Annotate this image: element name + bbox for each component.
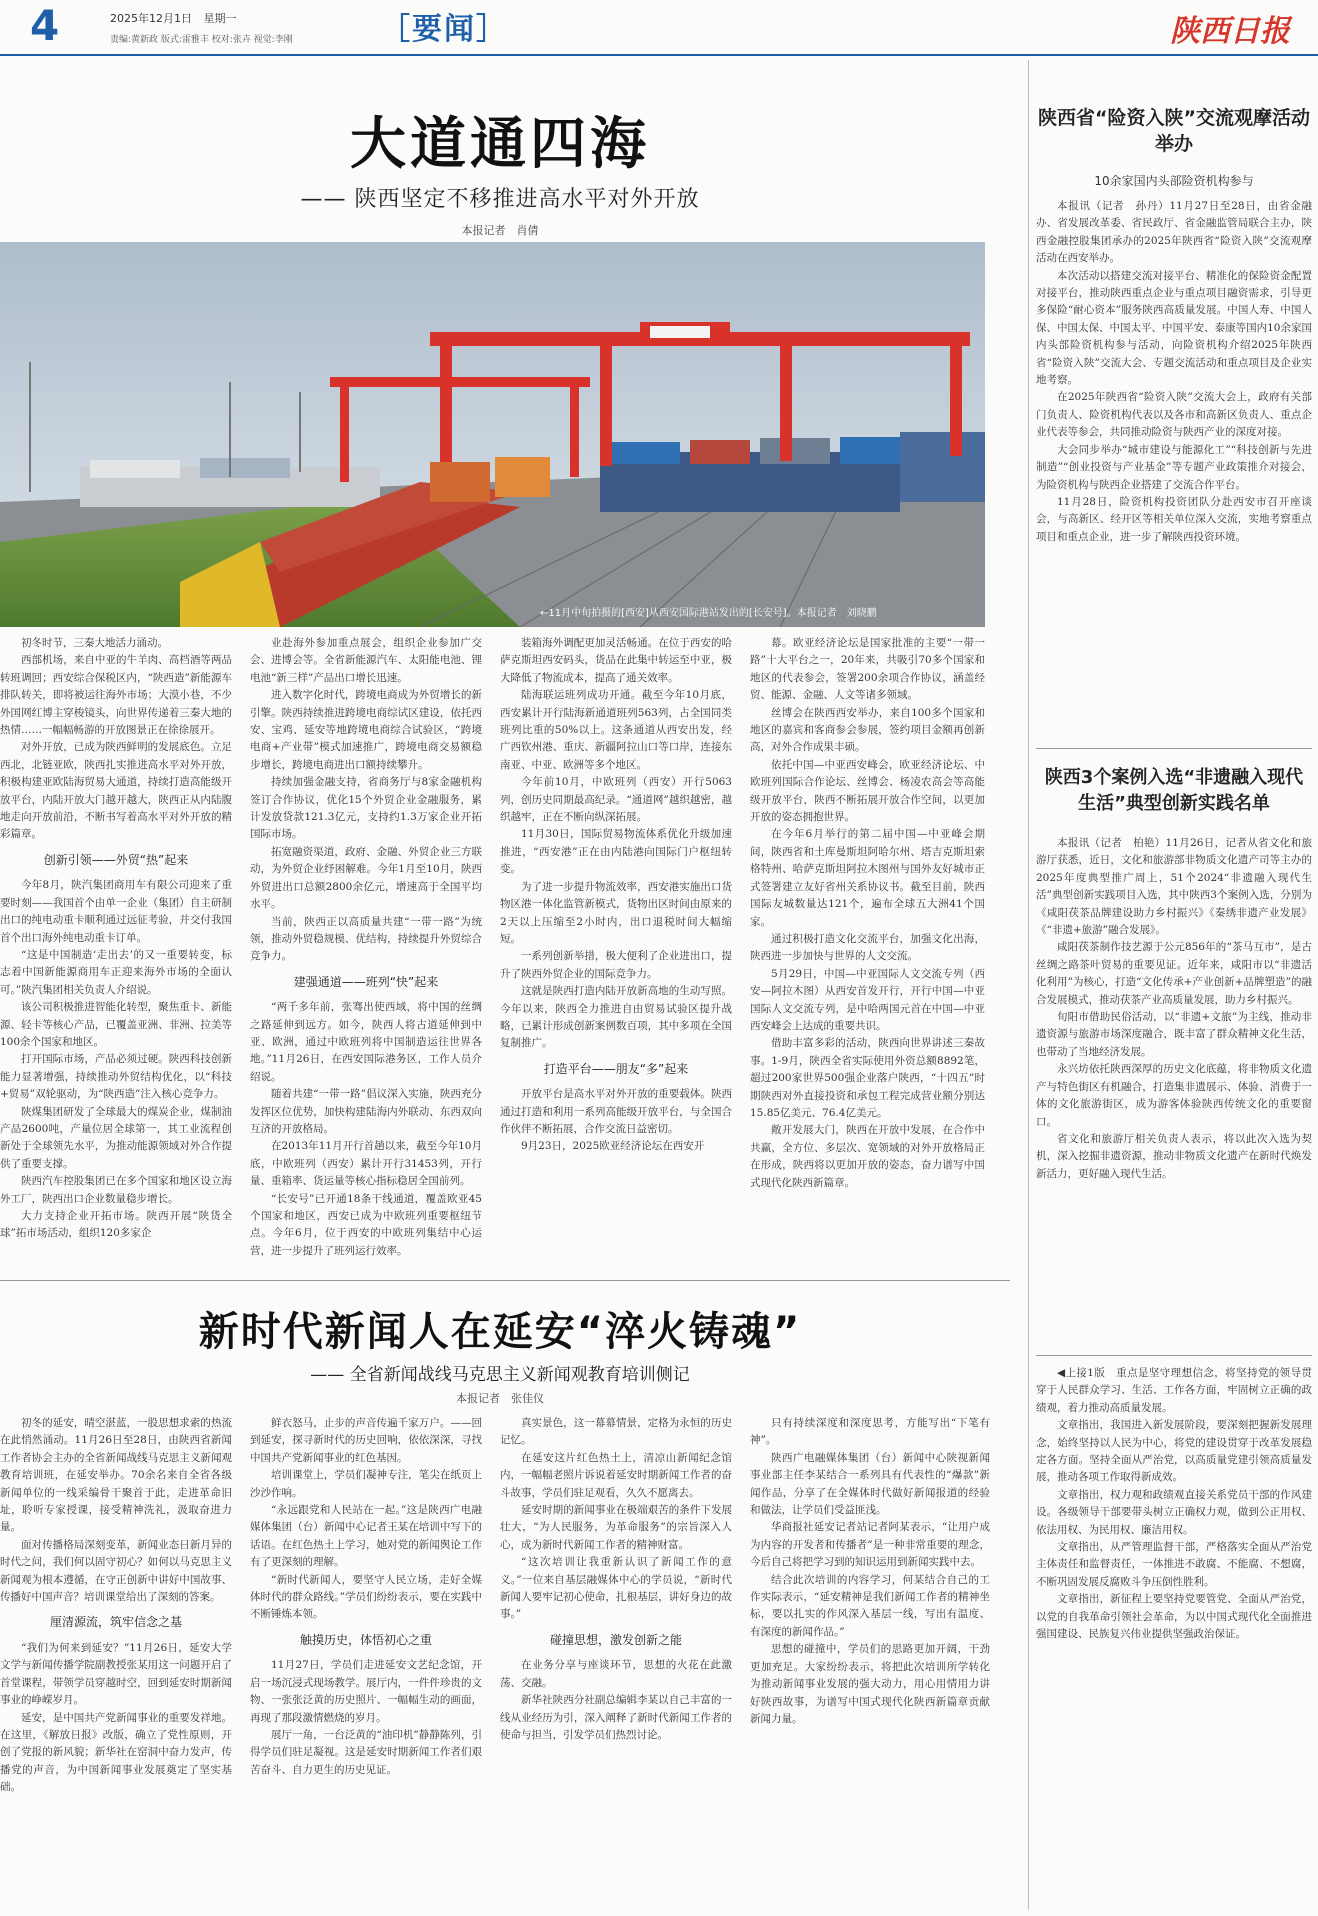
section-subhead: 创新引领——外贸“热”起来: [43, 852, 189, 867]
article-title: 新时代新闻人在延安“淬火铸魂”: [198, 1309, 802, 1355]
paragraph: 今年前10月，中欧班列（西安）开行5063列，创历史同期最高纪录。“通道网”越织越密，越织越牢，正在不断向纵深拓展。: [500, 776, 732, 824]
paragraph: 装箱海外调配更加灵活畅通。在位于西安的哈萨克斯坦西安码头，货品在此集中转运至中亚，极大降低了物流成本，提高了通关效率。: [500, 637, 732, 684]
article-title: 大道通四海: [350, 112, 650, 177]
paragraph: 通过积极打造文化交流平台，加强文化出海，陕西进一步加快与世界的人文交流。: [750, 932, 985, 963]
paragraph: 省文化和旅游厅相关负责人表示，将以此次入选为契机，深入挖掘非遗资源，推动非物质文化遗产在新时代焕发新活力，更好融入现代生活。: [1036, 1132, 1312, 1180]
paragraph: 文章指出，权力观和政绩观直接关系党员干部的作风建设。各级领导干部要带头树立正确权力观，做到公正用权、依法用权、为民用权、廉洁用权。: [1036, 1488, 1312, 1536]
paragraph: 在2013年11月开行首趟以来，截至今年10月底，中欧班列（西安）累计开行31453列，开行量、重箱率、货运量等核心指标稳居全国前列。: [250, 1140, 482, 1188]
paragraph: 依托中国—中亚西安峰会，欧亚经济论坛、中欧班列国际合作论坛、丝博会、杨凌农高会等高能级开放平台，陕西不断拓展开放合作空间，以更加开放的姿态拥抱世界。: [750, 758, 985, 824]
paragraph: 当前，陕西正以高质量共建“一带一路”为统领，推动外贸稳规模、优结构，持续提升外贸综合竞争力。: [250, 915, 482, 963]
paragraph: 陕西广电融媒体集团（台）新闻中心陕视新闻事业部主任李某结合一系列具有代表性的“爆款”新闻作品，分享了在全媒体时代做好新闻报道的经验和做法，让学员们受益匪浅。: [750, 1451, 990, 1517]
paragraph: 为了进一步提升物流效率，西安港实施出口货物区港一体化监管新模式，货物出区时间由原来的2天以上压缩至2小时内，出口退税时间大幅缩短。: [500, 880, 732, 945]
main-col-3: [500, 635, 732, 1275]
paragraph: 对外开放，已成为陕西鲜明的发展底色。立足西北，北链亚欧，陕西扎实推进高水平对外开放，积极构建亚欧陆海贸易大通道，持续打造高能级开放平台，内陆开放大门越开越大，陕西正从内陆腹地走向开放前沿，不断书写着高水平对外开放的精彩篇章。: [0, 741, 232, 841]
editors-credit: 责编:黄新政 版式:雷雅丰 校对:张卉 视觉:李刚: [110, 35, 293, 45]
sidebar-article-title: 陕西3个案例入选“非遗融入现代生活”典型创新实践名单: [1044, 767, 1304, 814]
issue-date-line: [110, 10, 237, 26]
paragraph: 该公司积极推进智能化转型，聚焦重卡、新能源、轻卡等核心产品，已覆盖亚洲、非洲、拉美等100余个国家和地区。: [0, 1001, 232, 1048]
paragraph: 新华社陕西分社副总编辑李某以自己丰富的一线从业经历为引，深入阐释了新时代新闻工作者的使命与担当，引发学员们热烈讨论。: [500, 1694, 732, 1741]
paragraph: 思想的碰撞中，学员们的思路更加开阔，干劲更加充足。大家纷纷表示，将把此次培训所学转化为推动新闻事业发展的强大动力，用心用情用力讲好陕西故事，为谱写中国式现代化陕西新篇章贡献新闻力量。: [750, 1643, 990, 1725]
sidebar-continued-article: [1036, 1365, 1312, 1905]
paragraph: 拓宽融资渠道，政府、金融、外贸企业三方联动，为外贸企业纾困解难。今年1月至10月，陕西外贸进出口总额2800余亿元，增速高于全国平均水平。: [250, 845, 482, 911]
news-photo: [0, 242, 985, 627]
paragraph: 永兴坊依托陕西深厚的历史文化底蕴，将非物质文化遗产与特色街区有机融合，打造集非遗展示、体验、消费于一体的文化旅游街区，成为游客体验陕西传统文化的重要窗口。: [1036, 1063, 1312, 1128]
paragraph: 真实景色，这一幕幕情景，定格为永恒的历史记忆。: [500, 1417, 732, 1447]
paragraph: 展厅一角，一台泛黄的“油印机”静静陈列，引得学员们驻足凝视。这是延安时期新闻工作者们艰苦奋斗、自力更生的历史见证。: [250, 1728, 482, 1776]
paragraph: 敞开发展大门，陕西在开放中发展，在合作中共赢，全方位、多层次、宽领域的对外开放格局正在形成，陕西将以更加开放的姿态，奋力谱写中国式现代化陕西新篇章。: [750, 1124, 985, 1189]
sidebar: [1036, 60, 1312, 1910]
paragraph: 一系列创新举措，极大便利了企业进出口，提升了陕西外贸企业的国际竞争力。: [500, 950, 732, 980]
paragraph: 初冬时节，三秦大地活力涌动。: [21, 637, 168, 649]
article-subtitle: —— 陕西坚定不移推进高水平对外开放: [300, 187, 700, 212]
main-col-2: [250, 635, 482, 1275]
paragraph: 在业务分享与座谈环节，思想的火花在此激荡、交融。: [500, 1659, 732, 1689]
paragraph: 咸阳茯茶制作技艺源于公元856年的“茶马互市”，是古丝绸之路茶叶贸易的重要见证。近年来，咸阳市以“非遗活化利用”为核心，打造“文化传承+产业创新+品牌塑造”的融合发展模式，推动茯茶产业高质量发展，助力乡村振兴。: [1036, 941, 1312, 1006]
masthead-logo: 陕西日报: [1170, 14, 1290, 49]
paragraph: “这是中国制造‘走出去’的又一重要转变，标志着中国新能源商用车正迎来海外市场的全面认可。”陕汽集团相关负责人介绍说。: [0, 948, 232, 996]
page-header: [0, 0, 1318, 56]
paragraph: 打开国际市场，产品必须过硬。陕西科技创新能力显著增强，持续推动外贸结构优化，以“科技+贸易”双轮驱动，为“陕西造”注入核心竞争力。: [0, 1053, 232, 1101]
photo-caption: ←11月中旬拍摄的[西安]从西安国际港站发出的[长安号]。本报记者 刘晓鹏: [540, 608, 877, 619]
paragraph: 文章指出，新征程上要坚持党要管党、全面从严治党，以党的自我革命引领社会革命，为以中国式现代化全面推进强国建设、民族复兴伟业提供坚强政治保证。: [1036, 1593, 1312, 1641]
sidebar-article-title: 陕西省“险资入陕”交流观摩活动举办: [1038, 107, 1310, 155]
paragraph: 结合此次培训的内容学习，何某结合自己的工作实际表示，“延安精神是我们新闻工作者的精神坐标，要以扎实的作风深入基层一线，写出有温度、有深度的新闻作品。”: [750, 1573, 990, 1638]
paragraph: 丝博会在陕西西安举办，来自100多个国家和地区的嘉宾和客商参会参展，签约项目金额再创新高，对外合作成果丰硕。: [750, 706, 985, 754]
paragraph: 5月29日，中国—中亚国际人文交流专列（西安—阿拉木图）从西安首发开行，开行中国—中亚国际人文交流专列，是中哈两国元首在中国—中亚西安峰会上达成的重要共识。: [750, 967, 985, 1032]
main-col-1: [0, 635, 232, 1275]
paragraph: 在延安这片红色热土上，清凉山新闻纪念馆内，一幅幅老照片诉说着延安时期新闻工作者的奋斗故事，学员们驻足观看，久久不愿离去。: [500, 1451, 732, 1499]
paragraph: 11月27日，学员们走进延安文艺纪念馆，开启一场沉浸式现场教学。展厅内，一件件珍贵的文物、一张张泛黄的历史照片、一幅幅生动的画面，再现了那段激情燃烧的岁月。: [250, 1659, 482, 1724]
section-subhead: 打造平台——朋友“多”起来: [543, 1061, 689, 1076]
page-number: 4: [30, 1, 60, 50]
paragraph: “两千多年前，张骞出使西域，将中国的丝绸之路延伸到远方。如今，陕西人将古道延伸到中亚、欧洲，通过中欧班列将中国制造运往世界各地。”11月26日，在西安国际港务区，工作人员介绍说。: [250, 1001, 482, 1083]
sidebar-article-subtitle: 10余家国内头部险资机构参与: [1094, 174, 1254, 188]
article-byline: 本报记者 肖倩: [461, 224, 539, 237]
paragraph: 延安时期的新闻事业在极端艰苦的条件下发展壮大，“为人民服务，为革命服务”的宗旨深入人心，成为新时代新闻工作者的精神财富。: [500, 1504, 732, 1551]
paragraph: 这就是陕西打造内陆开放新高地的生动写照。今年以来，陕西全力推进自由贸易试验区提升战略，已累计形成创新案例数百项，其中多项在全国复制推广。: [500, 985, 732, 1050]
issue-date: 2025年12月1日: [110, 12, 192, 25]
main-col-4: [750, 635, 985, 1275]
paragraph: 持续加强金融支持，省商务厅与8家金融机构签订合作协议，优化15个外贸企业金融服务，累计发放贷款121.3亿元，支持约1.3万家企业开拓国际市场。: [250, 776, 482, 841]
sidebar-divider: [1036, 748, 1312, 749]
paragraph: 在今年6月举行的第二届中国—中亚峰会期间，陕西省和土库曼斯坦阿哈尔州、塔吉克斯坦索格特州、哈萨克斯坦阿拉木图州与国外友好城市正式签署建立友好省州关系协议书。截至目前，陕西国际友城数量达121个，遍布全球五大洲41个国家。: [750, 828, 985, 928]
paragraph: 本报讯（记者 柏艳）11月26日，记者从省文化和旅游厅获悉，近日，文化和旅游部非物质文化遗产司等主办的2025年度典型推广周上，51个2024“非遗融入现代生活”典型创新实践项目入选，其中陕西3个案例入选，分别为《咸阳茯茶品牌建设助力乡村振兴》《秦绣非遗产业发展》《“非遗+旅游”融合发展》。: [1036, 837, 1312, 937]
paragraph: 随着共建“一带一路”倡议深入实施，陕西充分发挥区位优势，加快构建陆海内外联动、东西双向互济的开放格局。: [250, 1088, 482, 1135]
paragraph: 华商报社延安记者站记者阿某表示，“让用户成为内容的开发者和传播者”是一种非常重要的理念，今后自己将把学习到的知识运用到新闻实践中去。: [750, 1521, 990, 1569]
paragraph: 进入数字化时代，跨境电商成为外贸增长的新引擎。陕西持续推进跨境电商综试区建设，依托西安、宝鸡、延安等地跨境电商综合试验区，“跨境电商+产业带”模式加速推广，跨境电商交易额稳步增长，跨境电商进出口额持续攀升。: [250, 689, 482, 771]
paragraph: 借助丰富多彩的活动，陕西向世界讲述三秦故事。1-9月，陕西全省实际使用外资总额8892笔，超过200家世界500强企业落户陕西，“十四五”时期陕西对外直接投资和承包工程完成营业额分别达15.85亿美元、76.4亿美元。: [750, 1037, 985, 1119]
paragraph: 延安，是中国共产党新闻事业的重要发祥地。在这里，《解放日报》改版，确立了党性原则，开创了党报的新风貌；新华社在窑洞中奋力发声，传播党的声音，为中国新闻事业发展奠定了坚实基础。: [0, 1711, 232, 1794]
paragraph: 西部机场，来自中亚的牛羊肉、高档酒等两品转班调回；西安综合保税区内，“陕西造”新能源车排队转关，即将被运往海外市场；大漠小巷，不少外国网红博主穿梭镜头，向世界传递着三秦大地的热情……一幅幅畅游的开放图景正在徐徐展开。: [0, 654, 232, 737]
paragraph: 陆海联运班列成功开通。截至今年10月底，西安累计开行陆海新通道班列563列，占全国同类班列比重的50%以上。这条通道从西安出发，经广西钦州港、重庆、新疆阿拉山口等口岸，连接东南亚、中亚、欧洲等多个地区。: [500, 689, 732, 771]
paragraph: 大会同步举办“城市建设与能源化工”“科技创新与先进制造”“创业投资与产业基金”等专题产业政策推介对接会，为险资机构与陕西企业搭建了交流合作平台。: [1036, 443, 1312, 491]
paragraph: 11月30日，国际贸易物流体系优化升级加速推进，“西安港”正在由内陆港向国际门户枢纽转变。: [500, 828, 732, 876]
second-col-1: [0, 1415, 232, 1905]
freight-yard-illustration: [0, 242, 985, 627]
second-article: [0, 1290, 1010, 1910]
paragraph: 旬阳市借助民俗活动，以“非遗+文旅”为主线，推动非遗资源与旅游市场深度融合，既丰富了群众精神文化生活，也带动了当地经济发展。: [1036, 1011, 1312, 1058]
paragraph: 11月28日，险资机构投资团队分赴西安市召开座谈会，与高新区、经开区等相关单位深入交流，实地考察重点项目和重点企业，进一步了解陕西投资环境。: [1036, 495, 1312, 543]
paragraph: 陕煤集团研发了全球最大的煤炭企业，煤制油产品2600吨，产量位居全球第一，其工业流程创新处于全球领先水平，为推动能源领域对外合作提供了重要支撑。: [0, 1105, 232, 1170]
sidebar-article-body: [1036, 835, 1312, 1340]
paragraph: 今年8月，陕汽集团商用车有限公司迎来了重要时刻——我国首个由单一企业（集团）自主研制出口的纯电动重卡顺利通过远征考验，并交付我国首个出口海外纯电动重卡订单。: [0, 879, 232, 944]
section-subhead: 建强通道——班列“快”起来: [293, 974, 439, 989]
paragraph: 陕西汽车控股集团已在多个国家和地区设立海外工厂，陕西出口企业数量稳步增长。: [0, 1175, 232, 1205]
paragraph: “永远跟党和人民站在一起。”这是陕西广电融媒体集团（台）新闻中心记者王某在培训中写下的话语。在红色热土上学习，她对党的新闻舆论工作有了更深刻的理解。: [250, 1504, 482, 1569]
paragraph: 本次活动以搭建交流对接平台、精准化的保险资金配置对接平台，推动陕西重点企业与重点项目融资需求，引导更多保险“耐心资本”服务陕西高质量发展。中国人寿、中国人保、中国太保、中国太平、中国平安、泰康等国内10余家国内头部险资机构参与活动，向险资机构介绍2025年陕西省“险资入陕”交流大会、专题交流活动和重点项目及企业实地考察。: [1036, 269, 1312, 387]
paragraph: 文章指出，我国进入新发展阶段，要深刻把握新发展理念，始终坚持以人民为中心，将党的建设贯穿于改革发展稳定各方面。坚持全面从严治党，以高质量党建引领高质量发展，推动各项工作取得新成效。: [1036, 1419, 1312, 1484]
paragraph: 9月23日，2025欧亚经济论坛在西安开: [521, 1140, 705, 1153]
section-label: ［要闻］: [380, 12, 508, 47]
paragraph: “我们为何来到延安？”11月26日，延安大学文学与新闻传播学院副教授张某用这一问题开启了首堂课程，带领学员穿越时空，回到延安时期新闻事业的峥嵘岁月。: [0, 1641, 232, 1707]
paragraph: 只有持续深度和深度思考，方能写出“下笔有神”。: [750, 1417, 990, 1447]
main-article: [0, 60, 1000, 1320]
section-subhead: 碰撞思想，激发创新之能: [549, 1632, 682, 1647]
paragraph: 初冬的延安，晴空湛蓝，一股思想求索的热流在此悄然涌动。11月26日至28日，由陕西省新闻工作者协会主办的全省新闻战线马克思主义新闻观教育培训班，在延安举办。70余名来自全省各级新闻单位的一线采编骨干聚首于此，走进革命旧址，聆听专家授课，接受精神洗礼，汲取奋进力量。: [0, 1417, 232, 1534]
paragraph: 本报讯（记者 孙丹）11月27日至28日，由省金融办、省发展改革委、省民政厅、省金融监管局联合主办，陕西金融控股集团承办的2025年陕西省“险资入陕”交流观摩活动在西安举办。: [1036, 200, 1312, 265]
second-col-4: [750, 1415, 990, 1905]
paragraph: 鲜衣怒马，止步的声音传遍千家万户。——回到延安，探寻新时代的历史回响，依依深深，寻找中国共产党新闻事业的红色基因。: [250, 1417, 482, 1464]
paragraph: 开放平台是高水平对外开放的重要载体。陕西通过打造和利用一系列高能级开放平台，与全国合作伙伴不断拓展，合作交流日益密切。: [500, 1088, 732, 1135]
section-subhead: 触摸历史，体悟初心之重: [299, 1632, 432, 1647]
paragraph: 培训课堂上，学员们凝神专注，笔尖在纸页上沙沙作响。: [250, 1469, 482, 1499]
article-divider: [0, 1280, 1010, 1281]
section-subhead: 厘清源流，筑牢信念之基: [49, 1615, 182, 1630]
paragraph: “新时代新闻人，要坚守人民立场，走好全媒体时代的群众路线。”学员们纷纷表示，要在实践中不断锤炼本领。: [250, 1573, 482, 1621]
article-subtitle: —— 全省新闻战线马克思主义新闻观教育培训侧记: [310, 1365, 690, 1385]
paragraph: “长安号”已开通18条干线通道，覆盖欧亚45个国家和地区，西安已成为中欧班列重要枢纽节点。今年6月，位于西安的中欧班列集结中心运营，进一步提升了班列运行效率。: [250, 1192, 482, 1257]
paragraph: 在2025年陕西省“险资入陕”交流大会上，政府有关部门负责人、险资机构代表以及各市和高新区负责人、重点企业代表等参会，共同推动险资与陕西产业的深度对接。: [1036, 391, 1312, 439]
sidebar-divider: [1036, 1355, 1312, 1356]
sidebar-article-body: [1036, 198, 1312, 738]
paragraph: 文章指出，从严管理监督干部，严格落实全面从严治党主体责任和监督责任，一体推进不敢腐、不能腐、不想腐，不断巩固发展反腐败斗争压倒性胜利。: [1036, 1541, 1312, 1588]
paragraph: “这次培训让我重新认识了新闻工作的意义。”一位来自基层融媒体中心的学员说，“新时代新闻人要牢记初心使命，扎根基层，讲好身边的故事。”: [500, 1556, 732, 1621]
column-divider: [1028, 60, 1029, 1910]
paragraph: 大力支持企业开拓市场。陕西开展“陕货全球”拓市场活动，组织120多家企: [0, 1210, 232, 1240]
second-col-3: [500, 1415, 732, 1905]
paragraph: 幕。欧亚经济论坛是国家批准的主要“一带一路”十大平台之一，20年来，共吸引70多个国家和地区的代表参会，签署200余项合作协议，涵盖经贸、能源、金融、人文等诸多领域。: [750, 637, 985, 702]
paragraph: 面对传播格局深刻变革，新闻业态日新月异的时代之问，我们何以固守初心？如何以马克思主义新闻观为根本遵循，在守正创新中讲好中国故事、传播好中国声音？培训课堂给出了深刻的答案。: [0, 1538, 232, 1604]
second-col-2: [250, 1415, 482, 1905]
issue-weekday: 星期一: [203, 12, 237, 25]
paragraph: ◀上接1版 重点是坚守理想信念，将坚持党的领导贯穿于人民群众学习、生活、工作各方面，牢固树立正确的政绩观，着力推动高质量发展。: [1036, 1367, 1312, 1414]
paragraph: 业赴海外参加重点展会，组织企业参加广交会、进博会等。全省新能源汽车、太阳能电池、锂电池“新三样”产品出口增长迅速。: [250, 637, 482, 684]
article-byline: 本报记者 张佳仪: [456, 1392, 544, 1405]
header-divider: [0, 54, 1318, 56]
